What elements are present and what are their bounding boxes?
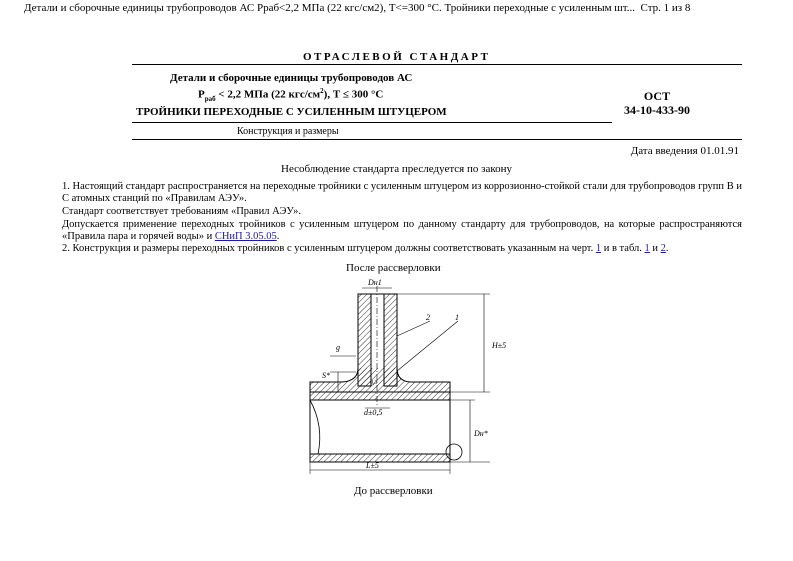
label-g: g xyxy=(336,343,340,352)
label-callout-2: 2 xyxy=(426,313,430,322)
label-dn: Dн* xyxy=(474,429,488,438)
rule-bottom xyxy=(132,139,742,140)
paragraph-3-text: Допускается применение переходных тройников с усиленным штуцером по данному стандарту для трубопроводов, на которые распространяются «Правила пара и горячей воды» и xyxy=(62,219,742,242)
paragraph-3-end: . xyxy=(276,230,280,242)
label-dbore: d±0,5 xyxy=(364,408,383,417)
label-radius: 0,3 xyxy=(370,380,378,386)
paragraph-4-mid1: и в табл. xyxy=(601,243,645,254)
tee-drawing xyxy=(300,276,515,480)
caption-before-drilling: До рассверловки xyxy=(354,485,433,497)
p-sub: раб xyxy=(204,94,216,103)
label-callout-1: 1 xyxy=(455,313,459,322)
table-2-link[interactable]: 2 xyxy=(660,243,666,254)
standard-heading: ТРОЙНИКИ ПЕРЕХОДНЫЕ С УСИЛЕННЫМ ШТУЦЕРОМ xyxy=(136,106,447,118)
document-header-title: Детали и сборочные единицы трубопроводов АС Рраб<2,2 МПа (22 кгс/см2), Т<=300 °С. Тройники переходные с усиленным шт... xyxy=(24,2,636,14)
p-symbol: P xyxy=(198,88,205,101)
pressure-line xyxy=(198,87,383,103)
pipe-wall-bottom xyxy=(310,454,450,462)
paragraph-4-text: 2. Конструкция и размеры переходных тройников с усиленным штуцером должны соответствовать указанным на черт. xyxy=(62,243,596,254)
label-l: L±5 xyxy=(366,461,379,470)
detail-circle xyxy=(446,444,462,460)
paragraph-3 xyxy=(62,219,742,242)
p-sup: 2 xyxy=(320,87,324,95)
paragraph-4 xyxy=(62,243,742,255)
label-dn1: Dн1 xyxy=(368,278,382,287)
p-rest: < 2,2 МПа (22 кгс/см xyxy=(215,88,321,101)
label-h: H±5 xyxy=(492,341,507,350)
paragraph-4-end: . xyxy=(665,243,669,254)
paragraph-2: Стандарт соответствует требованиям «Правил АЭУ». xyxy=(62,206,302,217)
standard-subject: Детали и сборочные единицы трубопроводов АС xyxy=(170,72,413,84)
construction-subtitle: Конструкция и размеры xyxy=(237,126,339,137)
label-s: S* xyxy=(322,371,330,380)
paragraph-1-text: 1. Настоящий стандарт распространяется на переходные тройники с усиленным штуцером из коррозионно-стойкой стали для трубопроводов групп В и С атомных станций по «Правилам АЭУ». xyxy=(62,181,742,204)
legal-warning: Несоблюдение стандарта преследуется по закону xyxy=(281,163,512,175)
standard-code xyxy=(602,89,712,117)
document-header xyxy=(24,2,690,14)
snip-link[interactable]: СНиП 3.05.05 xyxy=(214,230,277,242)
pipe-wall-top xyxy=(310,392,450,400)
standard-label: ОТРАСЛЕВОЙ СТАНДАРТ xyxy=(303,51,491,63)
rule-heading xyxy=(132,122,612,123)
page-indicator: Стр. 1 из 8 xyxy=(640,2,691,14)
paragraph-4-mid2: и xyxy=(649,243,661,254)
standard-code-line2: 34-10-433-90 xyxy=(624,103,690,117)
drawing-1-link[interactable]: 1 xyxy=(595,243,602,254)
standard-code-line1: ОСТ xyxy=(643,89,671,103)
rule-top xyxy=(132,64,742,65)
caption-after-drilling: После рассверловки xyxy=(346,262,441,274)
introduction-date: Дата введения 01.01.91 xyxy=(630,145,739,157)
paragraph-1 xyxy=(62,181,742,204)
p-end: ), Т ≤ 300 °С xyxy=(323,88,384,101)
table-1-link[interactable]: 1 xyxy=(644,243,650,254)
